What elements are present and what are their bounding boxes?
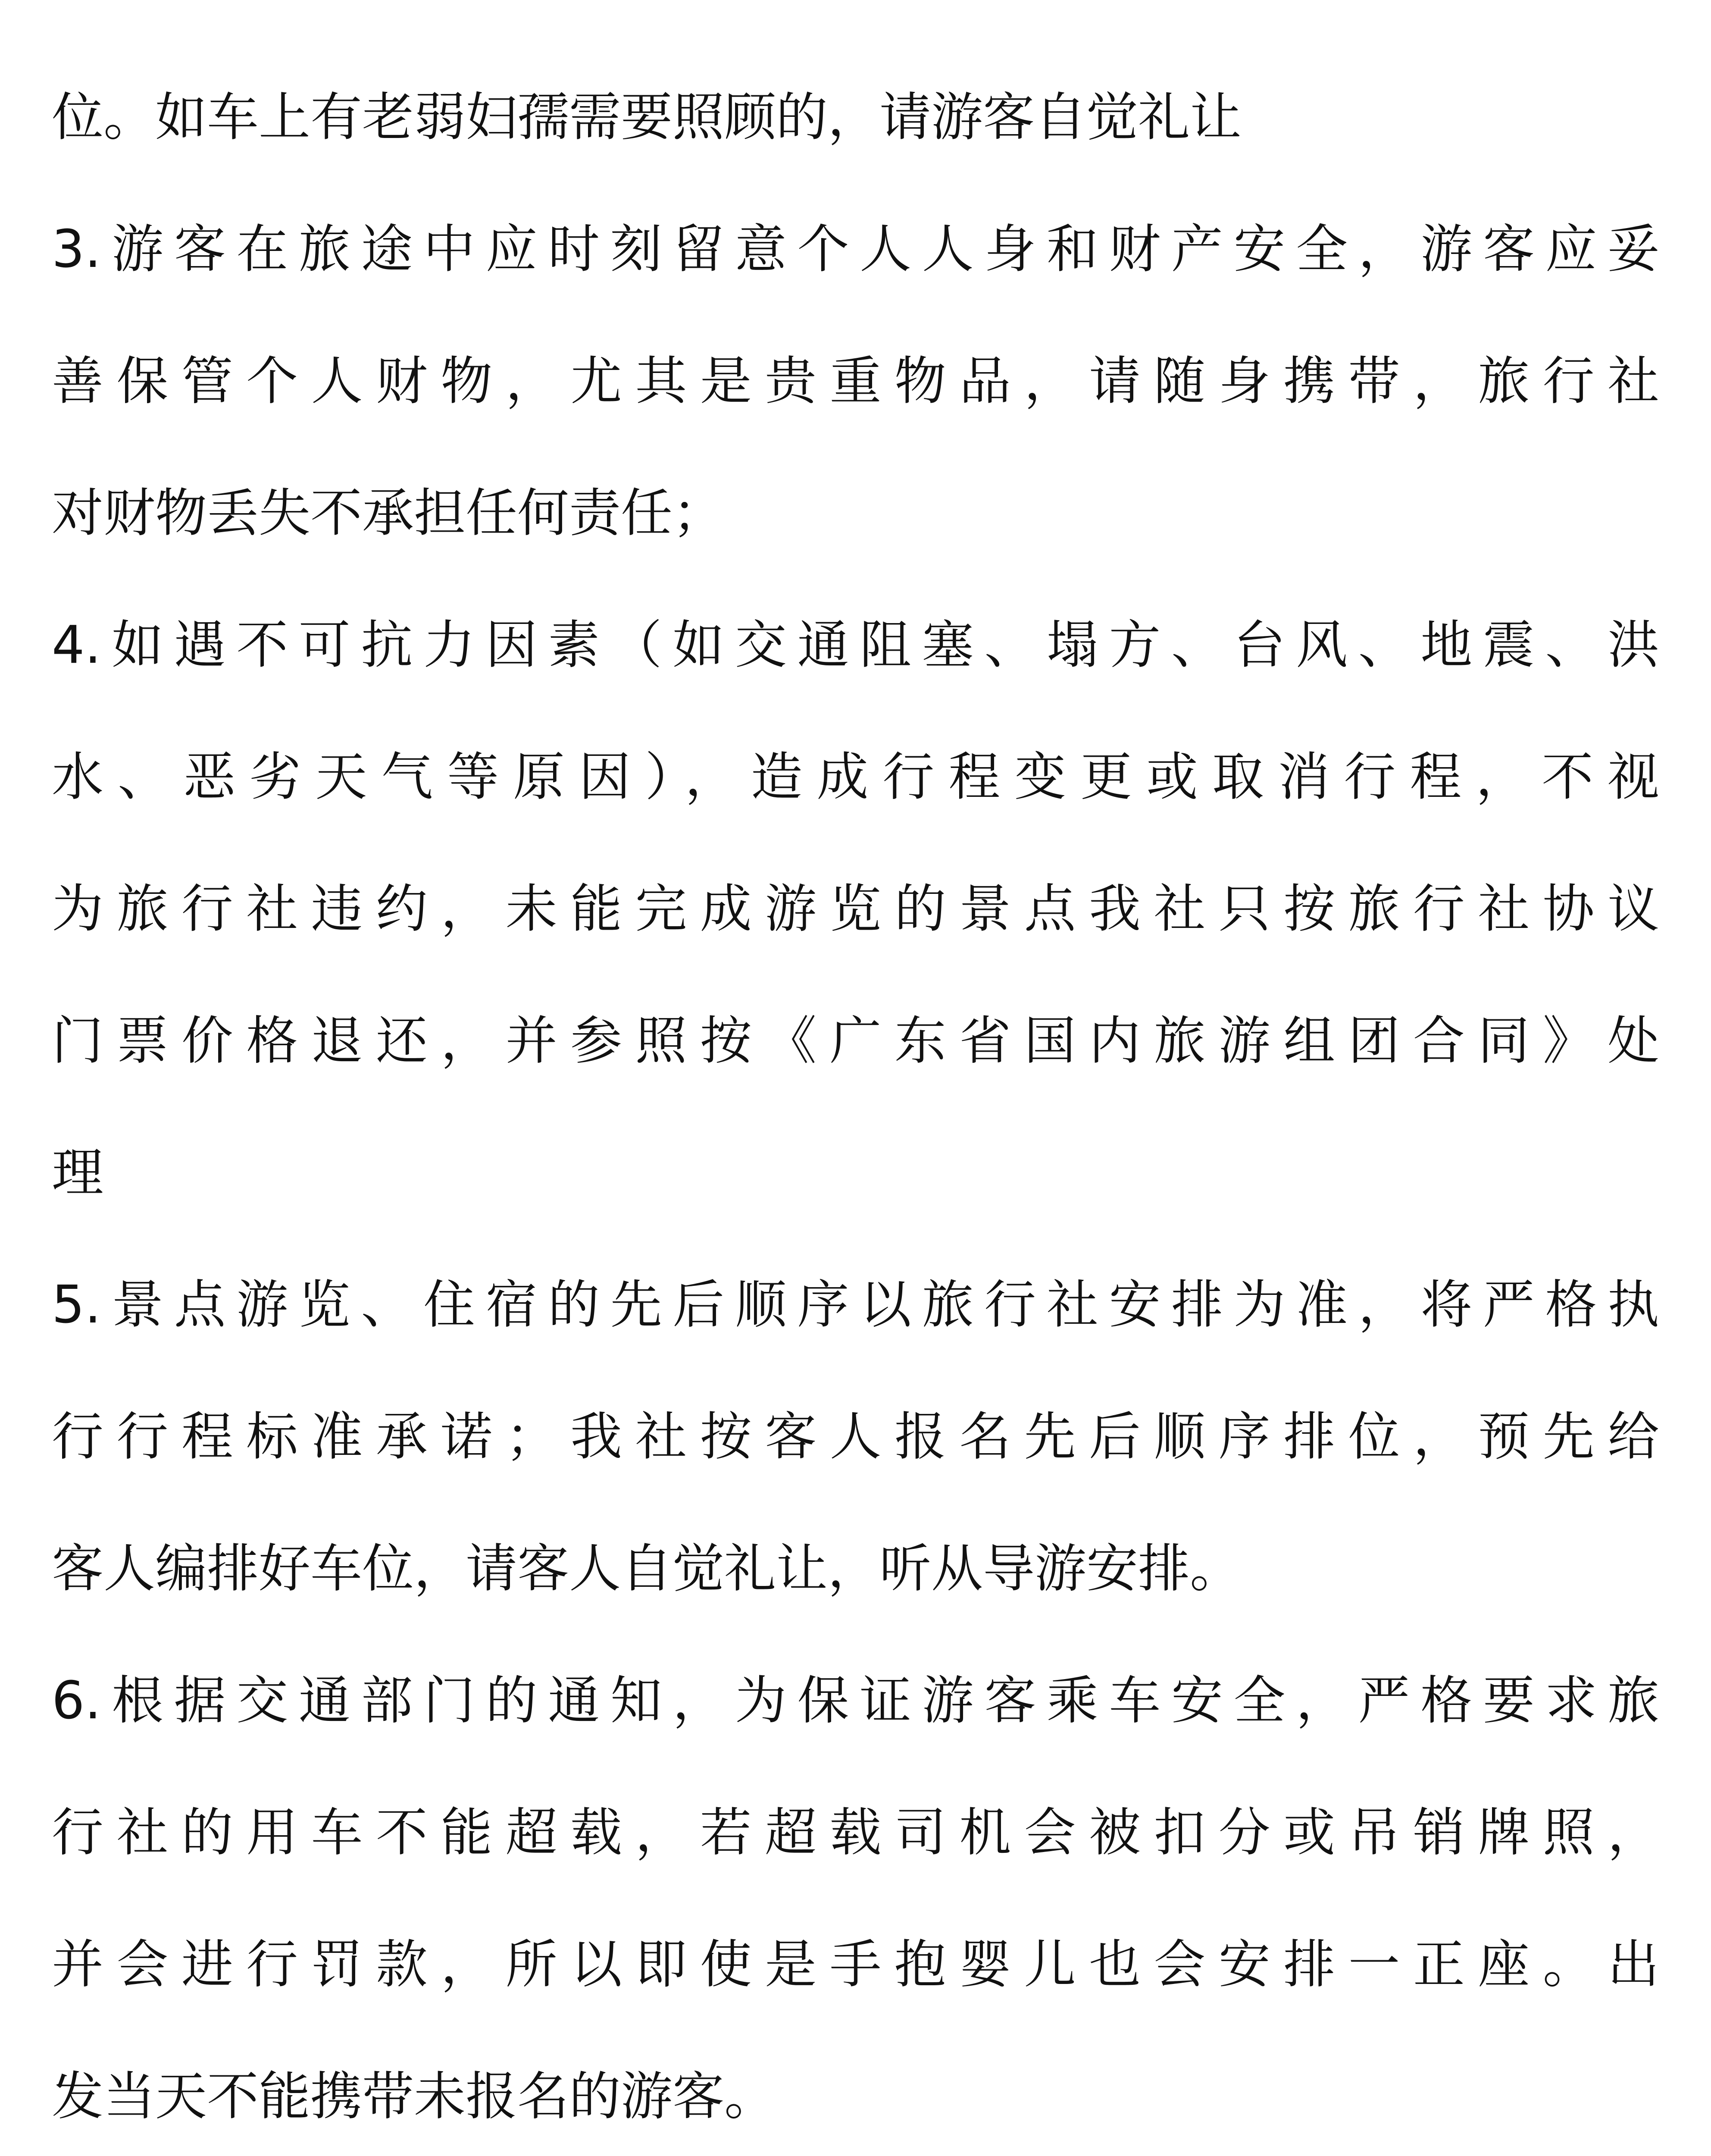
text-line-7: 为旅行社违约，未能完成游览的景点我社只按旅行社协议: [52, 879, 1659, 939]
text-line-5: 4.如遇不可抗力因素（如交通阻塞、塌方、台风、地震、洪: [52, 615, 1659, 675]
text-line-3: 善保管个人财物，尤其是贵重物品，请随身携带，旅行社: [52, 351, 1659, 411]
text-line-11: 行行程标准承诺；我社按客人报名先后顺序排位，预先给: [52, 1407, 1659, 1467]
text-line-10: 5.景点游览、住宿的先后顺序以旅行社安排为准，将严格执: [52, 1275, 1659, 1335]
text-line-14: 行社的用车不能超载，若超载司机会被扣分或吊销牌照，: [52, 1803, 1659, 1863]
text-line-1: 位。如车上有老弱妇孺需要照顾的，请游客自觉礼让: [52, 88, 1242, 147]
text-line-8: 门票价格退还，并参照按《广东省国内旅游组团合同》处: [52, 1011, 1659, 1071]
text-line-15: 并会进行罚款，所以即使是手抱婴儿也会安排一正座。出: [52, 1935, 1659, 1995]
text-line-12: 客人编排好车位，请客人自觉礼让，听从导游安排。: [52, 1539, 1242, 1599]
body-text: [52, 52, 1659, 2156]
text-line-16: 发当天不能携带未报名的游客。: [52, 2067, 776, 2127]
text-line-13: 6.根据交通部门的通知，为保证游客乘车安全，严格要求旅: [52, 1671, 1659, 1731]
text-line-6: 水、恶劣天气等原因），造成行程变更或取消行程，不视: [52, 747, 1659, 807]
text-line-9: 理: [52, 1143, 103, 1203]
text-line-4: 对财物丢失不承担任何责任；: [52, 483, 724, 543]
text-line-2: 3.游客在旅途中应时刻留意个人人身和财产安全，游客应妥: [52, 219, 1659, 279]
